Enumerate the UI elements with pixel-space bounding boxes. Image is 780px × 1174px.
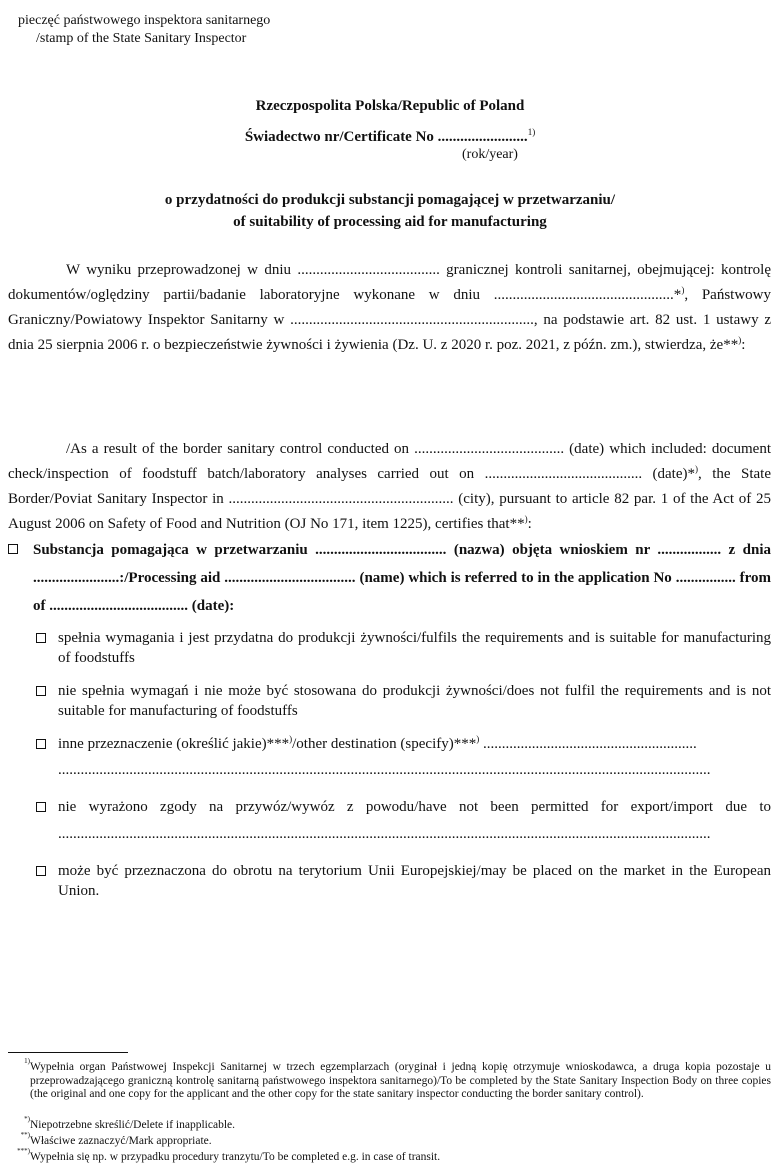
certificate-number-line <box>0 127 780 146</box>
rok-year-label: (rok/year) <box>462 147 518 162</box>
paragraph-pl-text-3: : <box>741 337 746 353</box>
option-suitable <box>36 628 771 668</box>
footnote-3-text: Właściwe zaznaczyć/Mark appropriate. <box>30 1135 212 1147</box>
paragraph-pl-sup-1: ) <box>681 285 685 295</box>
option-other-text-b: /other destination (specify)*** <box>292 736 477 752</box>
stamp-caption-pl: pieczęć państwowego inspektora sanitarnego <box>18 13 271 28</box>
paragraph-en <box>8 437 771 537</box>
processing-aid-section <box>8 536 771 620</box>
other-destination-fill-line[interactable]: .............................................................................................................................................................................. <box>58 762 711 778</box>
option-other-destination-checkbox[interactable] <box>36 739 46 749</box>
option-other-text-c: ......................................................... <box>479 736 697 752</box>
paragraph-en-sup-1: ) <box>695 464 699 474</box>
footnote-4-text: Wypełnia się np. w przypadku procedury tranzytu/To be completed e.g. in case of transit. <box>30 1151 441 1163</box>
option-suitable-text: spełnia wymagania i jest przydatna do produkcji żywności/fulfils the requirements and is suitable for manufacturing of foodstuffs <box>58 630 771 666</box>
subtitle-en: of suitability of processing aid for manufacturing <box>233 214 547 230</box>
paragraph-en-text-2: , the State Border/Poviat Sanitary Inspector in ............................................................ (city), pursuant to article 82 par. 1 of the Act of 25 August 2006 on Safety of Food and Nutrition (OJ No 171, item 1225), certifies that** <box>8 466 771 532</box>
paragraph-en-text-1: /As a result of the border sanitary control conducted on ........................................ (date) which included: document check/inspection of foodstuff batch/laboratory analyses carried out on .......................................... (date)* <box>8 441 771 482</box>
option-not-permitted <box>36 797 771 817</box>
option-other-sup-1: ) <box>289 734 293 744</box>
paragraph-pl-text-2: , Państwowy Graniczny/Powiatowy Inspektor Sanitarny w ................................................................., na podstawie art. 82 ust. 1 ustawy z dnia 25 sierpnia 2006 r. o bezpieczeństwie żywności i żywienia (Dz. U. z 2020 r. poz. 2021, z późn. zm.), stwierdza, że** <box>8 287 771 353</box>
certificate-footnote-mark: 1) <box>527 127 536 137</box>
certificate-number-label: Świadectwo nr/Certificate No ........................ <box>244 129 528 145</box>
option-eu-market-text: może być przeznaczona do obrotu na terytorium Unii Europejskiej/may be placed on the market in the European Union. <box>58 863 771 899</box>
not-permitted-fill-line[interactable]: .............................................................................................................................................................................. <box>58 826 711 842</box>
option-other-sup-2: ) <box>476 734 480 744</box>
paragraph-pl-sup-2: ) <box>738 335 742 345</box>
processing-aid-text: Substancja pomagająca w przetwarzaniu ................................... (nazwa) objęta wnioskiem nr ................. z dnia .......................:/Processing aid ................................... (name) which is referred to in the application No ................ from of ..................................... (date): <box>33 542 771 614</box>
option-not-suitable <box>36 681 771 721</box>
option-not-permitted-text: nie wyrażono zgody na przywóz/wywóz z powodu/have not been permitted for export/import due to <box>58 799 771 815</box>
paragraph-pl-text-1: W wyniku przeprowadzonej w dniu ...................................... granicznej kontroli sanitarnej, obejmującej: kontrolę dokumentów/oględziny partii/badanie laboratoryjne wykonane w dniu ................................................* <box>8 262 771 303</box>
option-other-destination-text <box>58 734 771 754</box>
certificate-subtitle <box>0 189 780 233</box>
footnote-2: *) Niepotrzebne skreślić/Delete if inapplicable. <box>4 1119 771 1133</box>
paragraph-en-sup-2: ) <box>524 514 528 524</box>
subtitle-pl: o przydatności do produkcji substancji pomagającej w przetwarzaniu/ <box>164 192 616 208</box>
option-other-text-a: inne przeznaczenie (określić jakie)*** <box>58 736 290 752</box>
footnote-2-text: Niepotrzebne skreślić/Delete if inapplicable. <box>30 1119 235 1131</box>
option-not-suitable-text: nie spełnia wymagań i nie może być stosowana do produkcji żywności/does not fulfil the requirements and is not suitable for manufacturing of foodstuffs <box>58 683 771 719</box>
footnote-1-text: Wypełnia organ Państwowej Inspekcji Sanitarnej w trzech egzemplarzach (oryginał i jedną kopię otrzymuje wnioskodawca, a druga kopia pozostaje u przeprowadzającego graniczną kontrolę sanitarną państwowego inspektora sanitarnego)/To be completed by the State Sanitary Inspection Body on three copies (the original and one copy for the applicant and the other copy for the state sanitary inspector conducting the border sanitary control). <box>30 1061 771 1100</box>
footnote-3: **) Właściwe zaznaczyć/Mark appropriate. <box>4 1135 771 1149</box>
option-other-destination <box>36 734 771 754</box>
footnote-divider <box>8 1052 128 1053</box>
stamp-caption <box>18 12 270 48</box>
option-not-suitable-checkbox[interactable] <box>36 686 46 696</box>
paragraph-pl <box>8 258 771 358</box>
country-heading: Rzeczpospolita Polska/Republic of Poland <box>255 98 525 114</box>
option-suitable-checkbox[interactable] <box>36 633 46 643</box>
option-not-permitted-checkbox[interactable] <box>36 802 46 812</box>
footnote-1: 1) Wypełnia organ Państwowej Inspekcji Sanitarnej w trzech egzemplarzach (oryginał i jedną kopię otrzymuje wnioskodawca, a druga kopia pozostaje u przeprowadzającego graniczną kontrolę sanitarną państwowego inspektora sanitarnego)/To be completed by the State Sanitary Inspection Body on three copies (the original and one copy for the applicant and the other copy for the state sanitary inspector conducting the border sanitary control). <box>24 1057 771 1100</box>
paragraph-en-text-3: : <box>527 516 532 532</box>
option-eu-market-checkbox[interactable] <box>36 866 46 876</box>
stamp-caption-en: /stamp of the State Sanitary Inspector <box>36 31 247 46</box>
processing-aid-checkbox[interactable] <box>8 544 18 554</box>
footnote-4: ***) Wypełnia się np. w przypadku procedury tranzytu/To be completed e.g. in case of transit. <box>4 1151 771 1165</box>
option-eu-market <box>36 861 771 901</box>
